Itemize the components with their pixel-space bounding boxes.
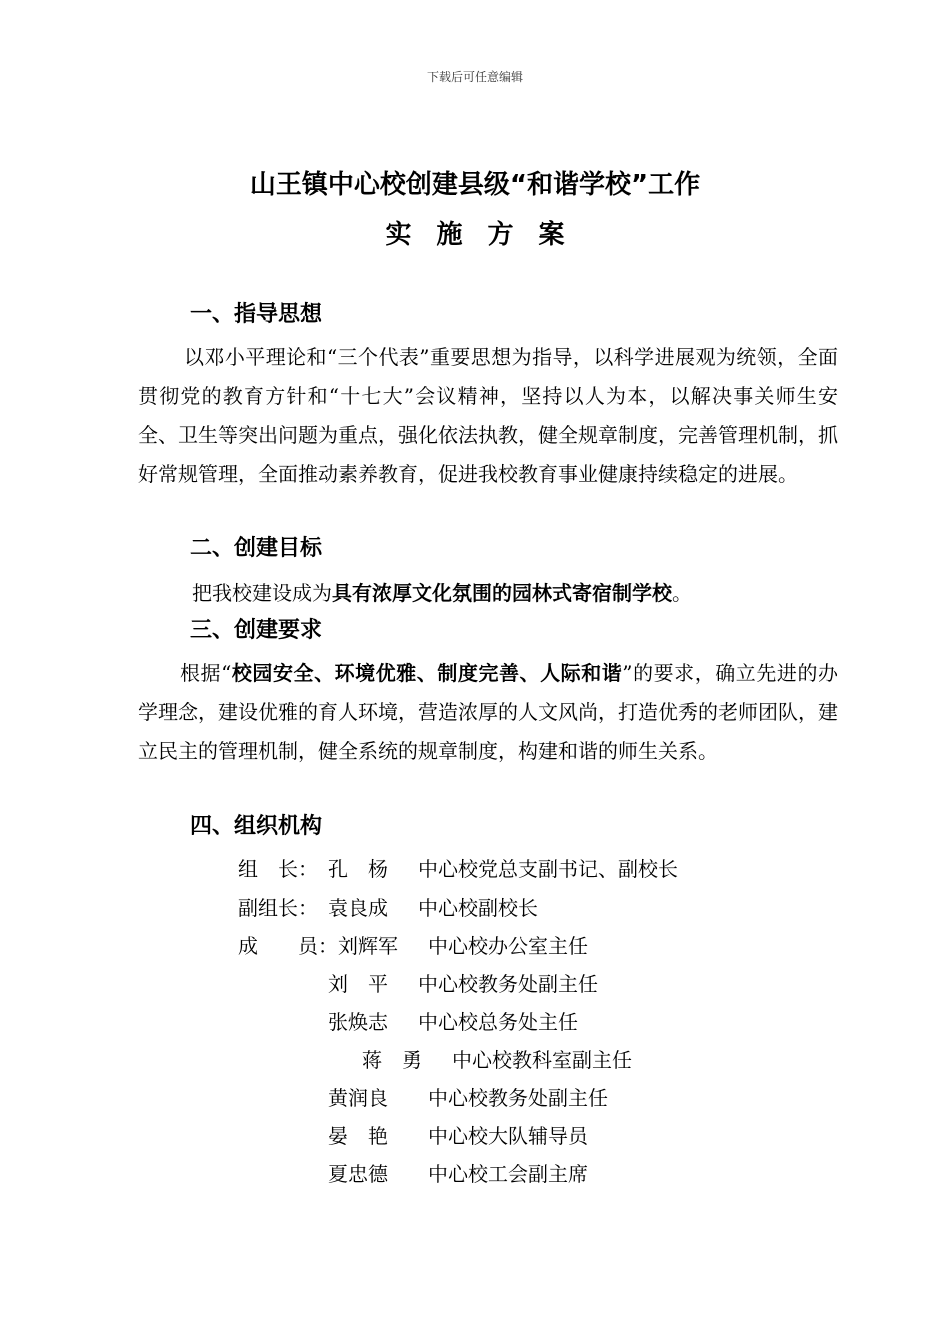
requirements-suffix: ”的要求，确立先进的办学理念，建设优雅的育人环境，营造浓厚的人文风尚，打造优秀的老师团队，建立民主的管理机制，健全系统的规章制度，构建和谐的师生关系。 (138, 661, 838, 763)
org-row (238, 931, 588, 961)
org-role: 副组长： (238, 896, 318, 920)
goal-suffix: 。 (672, 581, 692, 605)
org-title: 中心校工会副主席 (428, 1162, 588, 1186)
header-note: 下载后可任意编辑 (426, 70, 523, 84)
org-name: 刘 平 (328, 972, 388, 996)
org-row (328, 1007, 578, 1037)
requirements-emphasis: 校园安全、环境优雅、制度完善、人际和谐 (231, 661, 623, 685)
org-name: 刘辉军 (338, 934, 398, 958)
org-title: 中心校党总支副书记、副校长 (418, 857, 678, 881)
org-title: 中心校副校长 (418, 896, 538, 920)
org-row (238, 854, 678, 884)
org-role: 成 员： (238, 934, 338, 958)
org-row (238, 893, 538, 923)
org-name: 黄润良 (328, 1086, 388, 1110)
org-title: 中心校办公室主任 (428, 934, 588, 958)
requirements-prefix: 根据“ (180, 661, 232, 685)
section-body-goal (138, 574, 838, 613)
section-heading-goal: 二、创建目标 (190, 536, 323, 561)
org-title: 中心校教务处副主任 (428, 1086, 608, 1110)
document-title: 山王镇中心校创建县级“和谐学校”工作 (249, 170, 701, 200)
org-name: 夏忠德 (328, 1162, 388, 1186)
section-heading-guiding-ideology: 一、指导思想 (190, 302, 323, 327)
org-name: 晏 艳 (328, 1124, 388, 1148)
section-heading-organization: 四、组织机构 (190, 814, 323, 839)
org-row (328, 1083, 608, 1113)
org-role: 组 长： (238, 857, 318, 881)
org-title: 中心校教务处副主任 (418, 972, 598, 996)
goal-prefix: 把我校建设成为 (192, 581, 332, 605)
document-subtitle: 实施方案 (385, 220, 590, 250)
org-name: 孔 杨 (328, 857, 388, 881)
goal-emphasis: 具有浓厚文化氛围的园林式寄宿制学校 (332, 581, 672, 605)
org-row (328, 1121, 588, 1151)
org-title: 中心校总务处主任 (418, 1010, 578, 1034)
section-body-requirements (138, 654, 838, 771)
org-name: 张焕志 (328, 1010, 388, 1034)
org-row (328, 969, 598, 999)
org-row (328, 1159, 588, 1189)
section-heading-requirements: 三、创建要求 (190, 618, 323, 643)
org-row (362, 1045, 632, 1075)
section-body-guiding-ideology: 以邓小平理论和“三个代表”重要思想为指导，以科学进展观为统领，全面贯彻党的教育方针和“十七大”会议精神，坚持以人为本，以解决事关师生安全、卫生等突出问题为重点，强化依法执教，健全规章制度，完善管理机制，抓好常规管理，全面推动素养教育，促进我校教育事业健康持续稳定的进展。 (138, 345, 838, 486)
org-name: 蒋 勇 (362, 1048, 422, 1072)
org-title: 中心校教科室副主任 (452, 1048, 632, 1072)
org-title: 中心校大队辅导员 (428, 1124, 588, 1148)
org-name: 袁良成 (328, 896, 388, 920)
